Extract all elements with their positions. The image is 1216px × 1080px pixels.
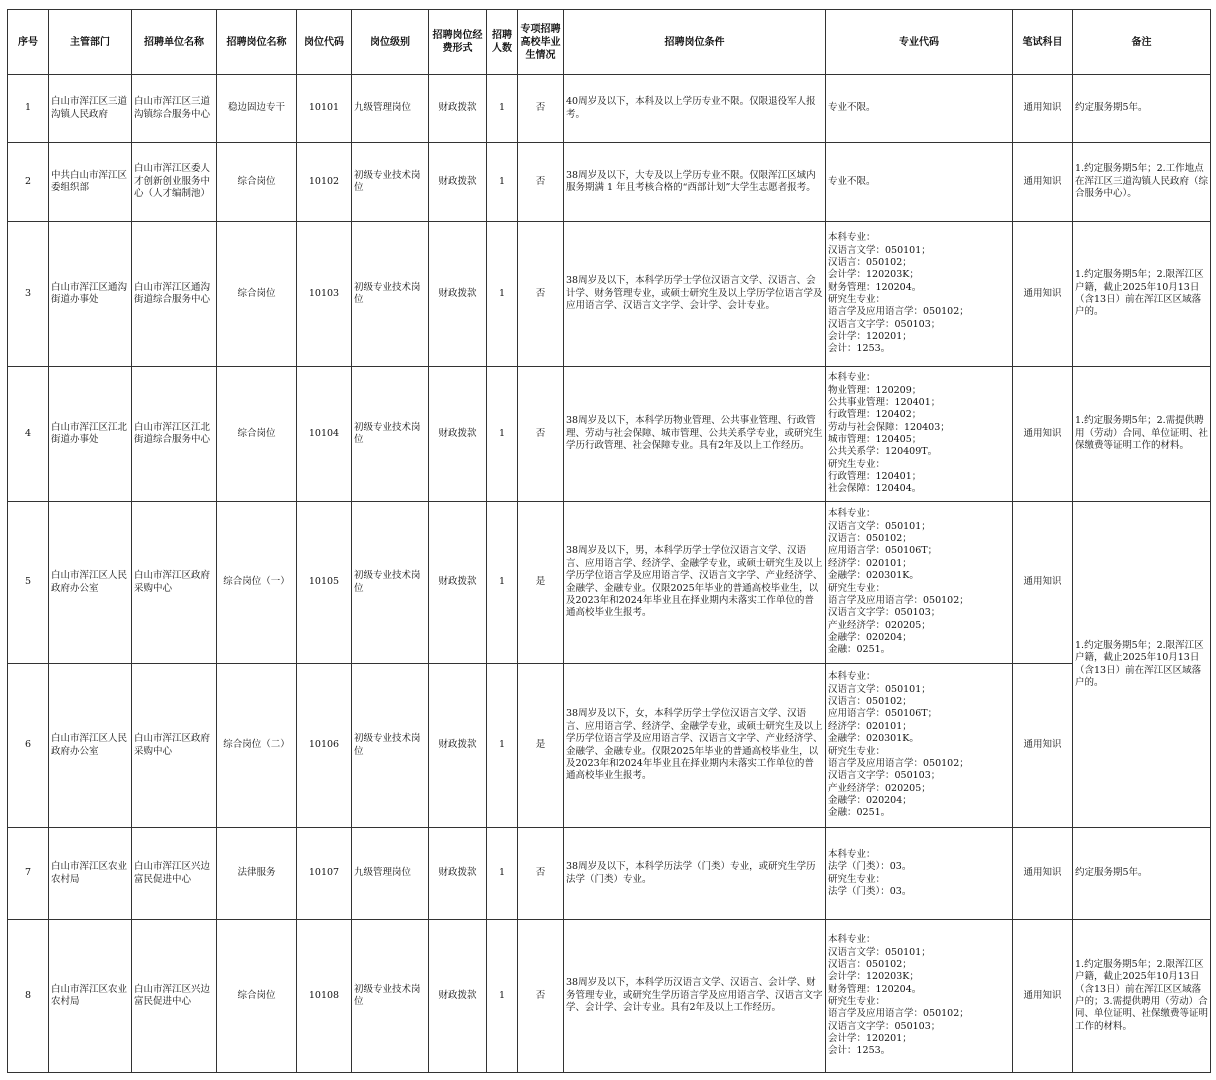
row-number: 5 [8, 502, 49, 664]
major-line: 会计：1253。 [828, 1045, 891, 1057]
major-line: 研究生专业： [828, 996, 886, 1007]
header-cell: 招聘岗位名称 [217, 10, 297, 75]
post-level-cell: 九级管理岗位 [352, 828, 429, 920]
headcount-cell: 1 [487, 502, 518, 664]
table-row [8, 920, 1211, 1073]
department-cell: 中共白山市浑江区委组织部 [49, 143, 132, 222]
header-cell: 招聘单位名称 [132, 10, 217, 75]
row-number: 4 [8, 367, 49, 502]
post-level-cell: 初级专业技术岗位 [352, 222, 429, 367]
conditions-cell: 38周岁及以下，本科学历法学（门类）专业，或研究生学历法学（门类）专业。 [564, 828, 826, 920]
conditions-cell: 38周岁及以下，男，本科学历学士学位汉语言文学、汉语言、应用语言学、经济学、金融学专业，或硕士研究生及以上学历学位语言学及应用语言学、汉语言文字学、产业经济学、金融学、金融专业。仅限2025年毕业的普通高校毕业生，以及2023年和2024年毕业且在择业期内未落实工作单位的普通高校毕业生报考。 [564, 502, 826, 664]
unit-name-cell: 白山市浑江区政府采购中心 [132, 664, 217, 828]
major-line: 金融学：020301K。 [828, 733, 919, 745]
conditions-cell: 38周岁及以下，女，本科学历学士学位汉语言文学、汉语言、应用语言学、经济学、金融学专业，或硕士研究生及以上学历学位语言学及应用语言学、汉语言文字学、产业经济学、金融学、金融专业。仅限2025年毕业的普通高校毕业生，以及2023年和2024年毕业且在择业期内未落实工作单位的普通高校毕业生报考。 [564, 664, 826, 828]
department-cell: 白山市浑江区通沟街道办事处 [49, 222, 132, 367]
table-row [8, 664, 1211, 828]
major-line: 汉语言：050102； [828, 533, 912, 545]
major-line: 汉语言：050102； [828, 256, 912, 268]
table-body [8, 75, 1211, 1073]
funding-cell: 财政拨款 [429, 920, 487, 1073]
major-line: 语言学及应用语言学：050102； [828, 757, 969, 769]
department-cell: 白山市浑江区人民政府办公室 [49, 664, 132, 828]
major-line: 金融：0251。 [828, 807, 891, 819]
header-cell: 招聘人数 [487, 10, 518, 75]
conditions-cell: 38周岁及以下，本科学历学士学位汉语言文学、汉语言、会计学、财务管理专业，或硕士研究生及以上学历学位语言学及应用语言学、汉语言文字学、会计学、会计专业。 [564, 222, 826, 367]
post-level-cell: 初级专业技术岗位 [352, 143, 429, 222]
header-cell: 备注 [1073, 10, 1211, 75]
major-line: 金融学：020204； [828, 794, 912, 806]
major-line: 经济学：020101； [828, 557, 912, 569]
row-number: 3 [8, 222, 49, 367]
exam-subject-cell: 通用知识 [1013, 222, 1073, 367]
major-line: 法学（门类）：03。 [828, 885, 912, 897]
table-row [8, 75, 1211, 143]
header-cell: 序号 [8, 10, 49, 75]
unit-name-cell: 白山市浑江区兴边富民促进中心 [132, 828, 217, 920]
remark-cell: 1.约定服务期5年；2.限浑江区户籍，截止2025年10月13日（含13日）前在浑江区区域落户的。 [1073, 502, 1211, 828]
post-name-cell: 综合岗位 [217, 920, 297, 1073]
graduate-cell: 否 [518, 367, 564, 502]
remark-cell: 1.约定服务期5年；2.限浑江区户籍，截止2025年10月13日（含13日）前在浑江区区域落户的。 [1073, 222, 1211, 367]
headcount-cell: 1 [487, 75, 518, 143]
post-name-cell: 综合岗位 [217, 222, 297, 367]
header-cell: 岗位级别 [352, 10, 429, 75]
major-line: 行政管理：120401； [828, 471, 922, 483]
header-row [8, 10, 1211, 75]
funding-cell: 财政拨款 [429, 143, 487, 222]
major-line: 汉语言文字学：050103； [828, 318, 941, 330]
major-line: 语言学及应用语言学：050102； [828, 1008, 969, 1020]
table-row [8, 502, 1211, 664]
table-row [8, 222, 1211, 367]
major-line: 本科专业： [828, 848, 876, 860]
major-line: 研究生专业： [828, 745, 886, 757]
major-line: 会计学：120201； [828, 331, 912, 343]
major-line: 法学（门类）：03。 [828, 861, 912, 873]
recruitment-table [7, 9, 1211, 1073]
major-codes-cell [826, 143, 1013, 222]
exam-subject-cell: 通用知识 [1013, 920, 1073, 1073]
row-number: 7 [8, 828, 49, 920]
major-line: 应用语言学：050106T； [828, 708, 938, 720]
department-cell: 白山市浑江区人民政府办公室 [49, 502, 132, 664]
major-line: 行政管理：120402； [828, 409, 922, 421]
post-code-cell: 10103 [297, 222, 352, 367]
department-cell: 白山市浑江区三道沟镇人民政府 [49, 75, 132, 143]
headcount-cell: 1 [487, 664, 518, 828]
table-row [8, 828, 1211, 920]
department-cell: 白山市浑江区农业农村局 [49, 828, 132, 920]
major-line: 财务管理：120204。 [828, 281, 922, 293]
major-line: 物业管理：120209； [828, 384, 922, 396]
post-name-cell: 稳边固边专干 [217, 75, 297, 143]
funding-cell: 财政拨款 [429, 828, 487, 920]
major-line: 语言学及应用语言学：050102； [828, 594, 969, 606]
funding-cell: 财政拨款 [429, 222, 487, 367]
major-codes-cell [826, 502, 1013, 664]
post-level-cell: 初级专业技术岗位 [352, 664, 429, 828]
headcount-cell: 1 [487, 222, 518, 367]
post-level-cell: 初级专业技术岗位 [352, 502, 429, 664]
unit-name-cell: 白山市浑江区兴边富民促进中心 [132, 920, 217, 1073]
post-code-cell: 10102 [297, 143, 352, 222]
exam-subject-cell: 通用知识 [1013, 75, 1073, 143]
post-code-cell: 10106 [297, 664, 352, 828]
header-cell: 招聘岗位条件 [564, 10, 826, 75]
major-line: 汉语言文字学：050103； [828, 1020, 941, 1032]
major-line: 汉语言：050102； [828, 958, 912, 970]
exam-subject-cell: 通用知识 [1013, 367, 1073, 502]
post-level-cell: 初级专业技术岗位 [352, 367, 429, 502]
major-line: 汉语言文字学：050103； [828, 770, 941, 782]
header-cell: 笔试科目 [1013, 10, 1073, 75]
graduate-cell: 是 [518, 664, 564, 828]
row-number: 8 [8, 920, 49, 1073]
funding-cell: 财政拨款 [429, 502, 487, 664]
exam-subject-cell: 通用知识 [1013, 664, 1073, 828]
unit-name-cell: 白山市浑江区通沟街道综合服务中心 [132, 222, 217, 367]
graduate-cell: 否 [518, 920, 564, 1073]
post-name-cell: 法律服务 [217, 828, 297, 920]
remark-cell: 约定服务期5年。 [1073, 828, 1211, 920]
conditions-cell: 40周岁及以下，本科及以上学历专业不限。仅限退役军人报考。 [564, 75, 826, 143]
headcount-cell: 1 [487, 920, 518, 1073]
graduate-cell: 否 [518, 143, 564, 222]
major-line: 公共事业管理：120401； [828, 396, 941, 408]
major-line: 金融学：020301K。 [828, 570, 919, 582]
post-code-cell: 10105 [297, 502, 352, 664]
major-line: 应用语言学：050106T； [828, 545, 938, 557]
unit-name-cell: 白山市浑江区政府采购中心 [132, 502, 217, 664]
conditions-cell: 38周岁及以下，大专及以上学历专业不限。仅限浑江区域内服务期满 1 年且考核合格的“西部计划”大学生志愿者报考。 [564, 143, 826, 222]
major-line: 会计学：120203K； [828, 971, 919, 983]
major-line: 专业不限。 [828, 102, 876, 114]
post-level-cell: 初级专业技术岗位 [352, 920, 429, 1073]
row-number: 6 [8, 664, 49, 828]
major-line: 汉语言：050102； [828, 696, 912, 708]
major-line: 研究生专业： [828, 458, 886, 470]
remark-cell: 1.约定服务期5年；2.工作地点在浑江区三道沟镇人民政府（综合服务中心）。 [1073, 143, 1211, 222]
headcount-cell: 1 [487, 828, 518, 920]
post-level-cell: 九级管理岗位 [352, 75, 429, 143]
funding-cell: 财政拨款 [429, 367, 487, 502]
major-line: 金融：0251。 [828, 644, 891, 656]
major-line: 公共关系学：120409T。 [828, 446, 938, 458]
major-line: 研究生专业： [828, 294, 886, 305]
post-code-cell: 10101 [297, 75, 352, 143]
major-codes-cell [826, 75, 1013, 143]
department-cell: 白山市浑江区江北街道办事处 [49, 367, 132, 502]
major-line: 社会保障：120404。 [828, 483, 922, 495]
headcount-cell: 1 [487, 367, 518, 502]
unit-name-cell: 白山市浑江区江北街道综合服务中心 [132, 367, 217, 502]
major-line: 专业不限。 [828, 175, 876, 187]
funding-cell: 财政拨款 [429, 664, 487, 828]
header-cell: 主管部门 [49, 10, 132, 75]
major-line: 会计学：120203K； [828, 269, 919, 281]
department-cell: 白山市浑江区农业农村局 [49, 920, 132, 1073]
unit-name-cell: 白山市浑江区三道沟镇综合服务中心 [132, 75, 217, 143]
header-cell: 岗位代码 [297, 10, 352, 75]
exam-subject-cell: 通用知识 [1013, 143, 1073, 222]
major-line: 金融学：020204； [828, 631, 912, 643]
post-code-cell: 10104 [297, 367, 352, 502]
major-line: 汉语言文学：050101； [828, 244, 931, 256]
major-line: 会计学：120201； [828, 1033, 912, 1045]
major-codes-cell [826, 367, 1013, 502]
major-line: 经济学：020101； [828, 720, 912, 732]
major-codes-cell [826, 222, 1013, 367]
post-name-cell: 综合岗位 [217, 143, 297, 222]
major-line: 汉语言文学：050101； [828, 683, 931, 695]
exam-subject-cell: 通用知识 [1013, 502, 1073, 664]
remark-cell: 约定服务期5年。 [1073, 75, 1211, 143]
header-cell: 专业代码 [826, 10, 1013, 75]
header-cell: 专项招聘高校毕业生情况 [518, 10, 564, 75]
major-line: 研究生专业： [828, 873, 886, 885]
graduate-cell: 否 [518, 75, 564, 143]
graduate-cell: 否 [518, 222, 564, 367]
conditions-cell: 38周岁及以下，本科学历物业管理、公共事业管理、行政管理、劳动与社会保障、城市管理、公共关系学专业，或研究生学历行政管理、社会保障专业。具有2年及以上工作经历。 [564, 367, 826, 502]
remark-cell: 1.约定服务期5年；2.限浑江区户籍，截止2025年10月13日（含13日）前在浑江区区域落户的；3.需提供聘用（劳动）合同、单位证明、社保缴费等证明工作的材料。 [1073, 920, 1211, 1073]
table-row [8, 143, 1211, 222]
major-line: 本科专业： [828, 508, 876, 520]
major-line: 产业经济学：020205； [828, 619, 931, 631]
major-line: 语言学及应用语言学：050102； [828, 306, 969, 318]
major-line: 汉语言文字学：050103； [828, 607, 941, 619]
row-number: 1 [8, 75, 49, 143]
major-line: 劳动与社会保障：120403； [828, 421, 950, 433]
major-line: 本科专业： [828, 671, 876, 683]
major-line: 汉语言文学：050101； [828, 520, 931, 532]
table-row [8, 367, 1211, 502]
major-line: 本科专业： [828, 232, 876, 244]
major-codes-cell [826, 828, 1013, 920]
major-line: 产业经济学：020205； [828, 782, 931, 794]
row-number: 2 [8, 143, 49, 222]
major-line: 财务管理：120204。 [828, 983, 922, 995]
major-codes-cell [826, 664, 1013, 828]
headcount-cell: 1 [487, 143, 518, 222]
major-line: 研究生专业： [828, 582, 886, 594]
major-line: 汉语言文学：050101； [828, 946, 931, 958]
major-line: 本科专业： [828, 372, 876, 384]
exam-subject-cell: 通用知识 [1013, 828, 1073, 920]
post-name-cell: 综合岗位（二） [217, 664, 297, 828]
graduate-cell: 否 [518, 828, 564, 920]
funding-cell: 财政拨款 [429, 75, 487, 143]
unit-name-cell: 白山市浑江区委人才创新创业服务中心（人才编制池） [132, 143, 217, 222]
major-codes-cell [826, 920, 1013, 1073]
major-line: 城市管理：120405； [828, 434, 922, 445]
major-line: 本科专业： [828, 934, 876, 946]
graduate-cell: 是 [518, 502, 564, 664]
post-code-cell: 10107 [297, 828, 352, 920]
remark-cell: 1.约定服务期5年；2.需提供聘用（劳动）合同、单位证明、社保缴费等证明工作的材料。 [1073, 367, 1211, 502]
major-line: 会计：1253。 [828, 343, 891, 355]
post-name-cell: 综合岗位 [217, 367, 297, 502]
conditions-cell: 38周岁及以下，本科学历汉语言文学、汉语言、会计学、财务管理专业，或研究生学历语言学及应用语言学、汉语言文字学、会计学、会计专业。具有2年及以上工作经历。 [564, 920, 826, 1073]
header-cell: 招聘岗位经费形式 [429, 10, 487, 75]
post-code-cell: 10108 [297, 920, 352, 1073]
post-name-cell: 综合岗位（一） [217, 502, 297, 664]
